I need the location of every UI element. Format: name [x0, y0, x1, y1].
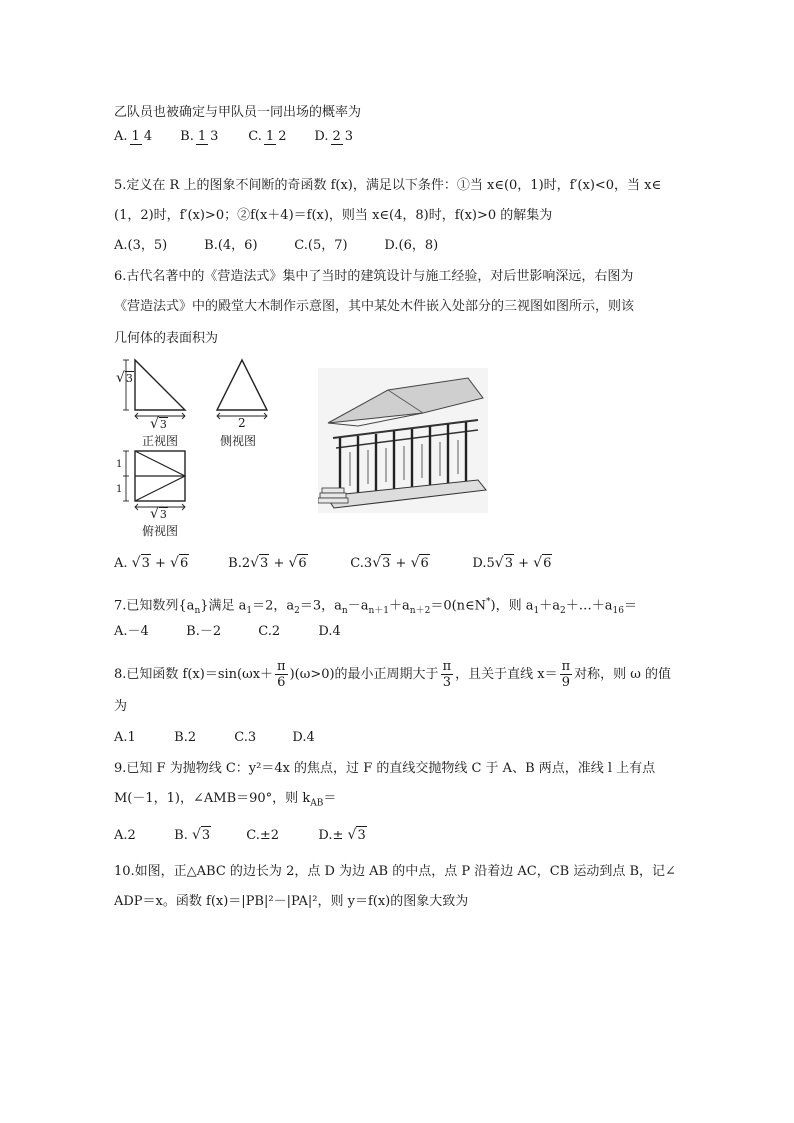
q4-option-a[interactable]: A. 1 4 [114, 128, 153, 144]
q4-text: 乙队员也被确定与甲队员一同出场的概率为 [114, 105, 362, 120]
front-width-dim: √3 [150, 416, 167, 432]
q4-option-d[interactable]: D. 2 3 [314, 128, 354, 144]
q5-line2: (1，2)时，f′(x)>0；②f(x＋4)＝f(x)，则当 x∈(4，8)时，f(x)>0 的解集为 [114, 208, 553, 223]
q6-line3: 几何体的表面积为 [114, 331, 219, 346]
q5-options [114, 237, 438, 255]
q7-option-d[interactable]: D.4 [318, 624, 341, 639]
q9-option-b[interactable]: B. √3 [174, 827, 211, 843]
temple-frame-illustration [318, 368, 488, 513]
q9-line2: M(－1，1)，∠AMB＝90°，则 $k_{AB}=$ [114, 791, 337, 809]
q10-line2: ADP＝x。函数 f(x)＝|PB|²－|PA|²，则 y＝f(x)的图象大致为 [114, 894, 469, 909]
q7-stem: 7.已知数列$\{a_n\}$满足 $a_1=2$，$a_2=3$，$a_n-a_{n+1}+a_{n+2}=0(n\in N^*)$，则 $a_1+a_2+\dots+a_{16}=$ [114, 597, 637, 616]
front-height-dim: √3 [116, 370, 133, 386]
q6-line1: 6.古代名著中的《营造法式》集中了当时的建筑设计与施工经验，对后世影响深远，右图为 [114, 269, 634, 284]
q9-line1: 9.已知 F 为抛物线 C：y²＝4x 的焦点，过 F 的直线交抛物线 C 于 A、B 两点，准线 l 上有点 [114, 761, 656, 776]
q8-line2: 为 [114, 699, 128, 714]
q9-option-c[interactable]: C.±2 [246, 828, 280, 843]
top-lower-dim: 1 [116, 484, 123, 495]
q5-option-c[interactable]: C.(5，7) [294, 238, 348, 253]
q6-option-d[interactable]: D.5√3 + √6 [472, 555, 552, 571]
q6-option-a[interactable]: A. √3 + √6 [114, 555, 189, 571]
top-view [123, 451, 185, 510]
front-view [123, 360, 185, 419]
q5-line1: 5.定义在 R 上的图象不间断的奇函数 f(x)，满足以下条件：①当 x∈(0，1)时，f′(x)<0，当 x∈ [114, 178, 662, 193]
q9-options [114, 826, 367, 845]
q8-option-b[interactable]: B.2 [174, 730, 197, 745]
q7-option-a[interactable]: A.－4 [114, 624, 149, 639]
q6-line2: 《营造法式》中的殿堂大木制作示意图，其中某处木件嵌入处部分的三视图如图所示，则该 [114, 299, 635, 314]
top-view-label: 俯视图 [142, 524, 179, 538]
q7-option-c[interactable]: C.2 [258, 624, 281, 639]
q6-option-b[interactable]: B.2√3 + √6 [228, 555, 307, 571]
q4-options [114, 128, 357, 146]
q8-stem: 8.已知函数 f(x)＝sin(ωx＋ $\frac{\pi}{6}$ )(ω>0)的最小正周期大于 $\frac{\pi}{3}$ ，且关于直线 x＝ $\frac{\pi}{9}$ 对称，则 ω 的值 [114, 659, 671, 690]
q4-option-b[interactable]: B. 1 3 [180, 128, 219, 144]
q6-option-c[interactable]: C.3√3 + √6 [350, 555, 429, 571]
q7-option-b[interactable]: B.－2 [186, 624, 222, 639]
q8-options [114, 729, 315, 747]
side-width-dim: 2 [238, 416, 246, 430]
top-upper-dim: 1 [116, 459, 123, 470]
q5-option-b[interactable]: B.(4，6) [204, 238, 258, 253]
front-view-label: 正视图 [142, 434, 179, 448]
q10-line1: 10.如图，正△ABC 的边长为 2，点 D 为边 AB 的中点，点 P 沿着边 AC，CB 运动到点 B，记∠ [114, 864, 676, 879]
q8-option-d[interactable]: D.4 [292, 730, 315, 745]
q5-option-d[interactable]: D.(6，8) [384, 238, 439, 253]
q9-option-a[interactable]: A.2 [114, 828, 136, 843]
q8-option-a[interactable]: A.1 [114, 730, 136, 745]
side-view [217, 360, 267, 419]
q5-option-a[interactable]: A.(3，5) [114, 238, 168, 253]
top-width-dim: √3 [150, 506, 167, 522]
side-view-label: 侧视图 [220, 434, 257, 448]
q6-options [114, 554, 552, 573]
q4-option-c[interactable]: C. 1 2 [248, 128, 287, 144]
q9-option-d[interactable]: D.± √3 [318, 827, 366, 843]
q7-options [114, 623, 341, 641]
q8-option-c[interactable]: C.3 [234, 730, 257, 745]
